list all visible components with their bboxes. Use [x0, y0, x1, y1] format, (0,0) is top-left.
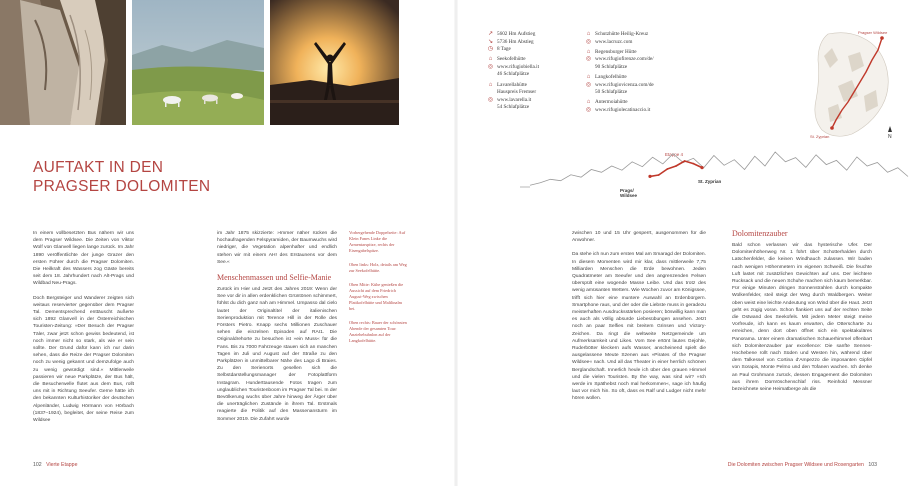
text-column-4	[732, 227, 872, 393]
north-arrow-icon	[888, 126, 892, 132]
hut1-name: Seekofelhütte	[497, 56, 526, 63]
hut-icon: ⌂	[586, 31, 591, 37]
route-line	[650, 161, 702, 176]
photo-cows-meadow	[132, 0, 264, 125]
caption-4: Oben rechts: Bauer der schönsten Abende der gesamten Tour: Anziehebuhnlon auf der Langkofelhütte.	[349, 320, 407, 343]
globe-icon: ◎	[585, 38, 592, 45]
end-label: St. Zyprian	[698, 179, 722, 184]
hut-icon: ⌂	[586, 73, 591, 80]
title-line-2: PRAGSER DOLOMITEN	[33, 178, 211, 195]
globe-icon: ◎	[585, 56, 592, 63]
page-number-right: 103	[868, 462, 877, 468]
route-point	[700, 166, 703, 169]
hut-icon: ⌂	[488, 81, 493, 88]
map-label-top: Pragser Wildsee	[858, 30, 888, 35]
running-head-right: Die Dolomiten zwischen Pragser Wildsee und Rosengarten	[727, 462, 864, 468]
hut5-beds: 50 Schlafplätze	[595, 89, 628, 96]
hut3-name: Schutzhütte Heilig-Kreuz	[595, 31, 649, 37]
descent-text: 5736 Hm Abstieg	[497, 38, 534, 45]
route-point	[658, 174, 660, 176]
col2-paragraph-1: im Jahr 1875 skizzierte: »Immer näher rücken die hochaufragenden Felspyramiden, der Baumwuchs wird niedriger, die Vegetation alpenhafter und endlich stehen wir mit einem AH! des Erstaunens vor dem See.«	[217, 231, 337, 265]
ascent-text: 5602 Hm Aufstieg	[497, 31, 536, 37]
globe-icon: ◎	[585, 81, 592, 88]
ascent-arrow-icon: ↗	[487, 31, 494, 37]
globe-icon: ◎	[487, 63, 494, 70]
col2-paragraph-2: Zurück im Hier und Jetzt des Jahres 2019: Wenn der See vor dir in allen erdenklichen Grüntönen schimmert, fühlst du dich ganz nah am Himmel. Umpasso dal cielo lautet der Originaltitel der italienischen Serienproduktion mit Terence Hill in der Rolle des Försters Pietro. Knapp sechs Millionen Zuschauer sehen die einzelnen Episoden auf RAI1. Die Originaldrehorte zu besuchen ist »ein Muss« für die Fans. Bis zu 7000 Fahrzeuge stauen sich an manchen Tagen im Juli und August auf der Straße zu den Parkplätzen in unmittelbarer Nähe des Lago di Braies. Zu den Serienorts gesellen sich die Selbstdarstellungsmanager der Fotoplattform Instagram. Hunderttausende Fotos tragen zum unglaublichen Touristenboom im Pragser Tal bei. In der Bevölkerung wuchs über Jahre hinweg der Ärger über die unerträglichen Zustände in ihrem Tal. Erstmals reagierte die Politik auf den Massenansturm im Sommer 2019. Die Zufahrt wurde	[217, 287, 337, 422]
north-label: N	[888, 134, 892, 140]
book-gutter	[454, 0, 458, 486]
stage-info-left	[487, 31, 572, 112]
hut4-web[interactable]: www.rifugiofirenze.com/de/	[595, 56, 654, 63]
route-map	[808, 26, 896, 144]
hut3-web[interactable]: www.lacruzc.com	[595, 38, 633, 45]
hut4-name: Regensburger Hütte	[595, 48, 637, 55]
elevation-profile-svg	[520, 150, 910, 210]
page-number-left: 102	[33, 462, 42, 468]
title-line-1: AUFTAKT IN DEN	[33, 159, 164, 176]
hut-icon: ⌂	[586, 99, 591, 106]
caption-3: Oben Mitte: Kühe genießen die Aussicht auf dem Friedrich August-Weg zwischen Plattkofelhütte und Maltlinalm bei.	[349, 282, 404, 311]
hut1-web[interactable]: www.rifugiobiella.it	[497, 63, 540, 70]
col4-subheading: Dolomitenzauber	[732, 229, 788, 238]
route-point	[684, 160, 686, 162]
route-point	[666, 168, 668, 170]
caption-2: Oben links: Holz, details am Weg zur Seekofelhütte.	[349, 262, 407, 273]
col4-paragraph-1: Bald schon verlassen wir das hysterische Ufer. Der Dolomitenhöhenweg Nr. 1 führt über Schotterhalden durch Latschenfelder, die keinen Windhauch zulassen. Wir baden nach wenigen Höhenmetern im eigenen Schweiß. Die feuchte Luft lastet mit zusätzlichen Gewichten auf uns. Der leichtere Rucksack und die neuen Schuhe machen sich kaum bemerkbar. Für einige Minuten dringen Sonnenstrahlen durch kompakte Wolkenfelder, steil steigt der Weg durch Waldbergen. Weiter oben weist eine leichte Andeutung von Wind über die Haut. Jetzt geht es zügig voran. Schon flankiert uns auf der rechten Seite die Ostwand des Seekofels. Mit jedem Meter steigt meine Vorfreude, ich kann es kaum erwarten, die Otterscharte zu erreichen, denn dort oben öffnet sich ein spektakuläres Panorama. Unter einem dramatischen Schauerhimmel offenbart sich Dolomitenzauber par excellence: Die sanfte Sennes-Hochebene rollt nach Süden und Westen hin, während über dem Talkessel von Cortina d'Ampezzo die imposanten Gipfel von Sorapis, Monte Pelmo und den Tofanen wachen. Ich denke an Paul Grohmann zurück, dessen Engagement die Dolomiten aus ihrem Dornröschenschlaf riss. Reinhold Messner bezeichnete seine Heimatberge als die	[732, 243, 872, 393]
photo-hiker-sunset	[270, 0, 399, 125]
photo-captions	[349, 230, 407, 352]
hut2-beds: 54 Schlafplätze	[497, 104, 530, 111]
hut2-name: Lavarellahütte	[497, 81, 527, 88]
col1-paragraph-1: In einem vollbesetzten Bus nähern wir uns dem Pragser Wildsee. Die Zeiten von Viktor Wolf von Glanvell liegen lange zurück. Im Jahr 1890 veröffentlichte der junge Grazer den ersten Führer durch die Pragser Dolomiten. Die Heilkraft des Wassers zog Gäste bereits seit dem 18. Jahrhundert nach Alt-Prags und Wildbad Neu-Prags.	[33, 231, 134, 287]
text-column-3	[572, 230, 706, 403]
start-label: Prags/ Wildsee	[620, 188, 637, 199]
page-title	[33, 158, 210, 196]
hut5-name: Langkofelhütte	[595, 73, 627, 80]
map-label-bottom: St. Zyprian	[810, 134, 830, 139]
hut2-sub: Hauspreis Fremser	[497, 89, 537, 96]
descent-arrow-icon: ↘	[487, 38, 494, 45]
clock-icon: ◷	[487, 46, 494, 53]
photo-driftwood	[0, 0, 126, 125]
col2-subheading: Menschenmassen und Selfie-Manie	[217, 273, 332, 283]
text-column-1	[33, 230, 134, 424]
hut6-name: Antermoiahütte	[595, 99, 628, 106]
hut6-web[interactable]: www.rifugiolecatinaccio.it	[595, 106, 651, 113]
text-column-2	[217, 230, 337, 423]
running-head-left: Vierte Etappe	[46, 462, 78, 468]
hut2-web[interactable]: www.lavarella.it	[497, 96, 532, 103]
folio-left	[33, 462, 77, 468]
hut4-beds: 90 Schlafplätze	[595, 63, 628, 70]
folio-right	[728, 462, 877, 468]
route-point	[692, 163, 694, 165]
hut1-beds: 46 Schlafplätze	[497, 71, 530, 78]
caption-1: Vorhergehende Doppelseite: Auf Klein Fanes Linke die Armentarspitze, rechts der Eisengabelspitze.	[349, 230, 406, 253]
elevation-profile	[520, 150, 910, 210]
etappe-label: Etappe 4	[665, 152, 684, 157]
hut-icon: ⌂	[488, 56, 493, 63]
hut5-web[interactable]: www.rifugiovicenza.com/de	[595, 81, 654, 88]
globe-icon: ◎	[487, 96, 494, 103]
route-point	[648, 175, 651, 178]
stage-info-right	[585, 31, 700, 114]
globe-icon: ◎	[585, 106, 592, 113]
route-point	[675, 165, 677, 167]
hut-icon: ⌂	[586, 48, 591, 55]
col1-paragraph-2: Doch Bergsteiger und Wanderer zeigten sich weitaus reservierter gegenüber dem Pragser Tal. Dementsprechend enttäuscht äußerte sich 1892 Glanvell in der Österreichischen Touristen-Zeitung: »Der Besuch der Pragser Täler, zwar jetzt schon gewiss bedeutend, ist noch immer nicht so stark, als wie er sein sollte. Der Grund dafür kann ich nur darin sehen, dass die Reize der Pragser Dolomiten noch zu wenig gekannt und demzufolge auch zu wenig gewürdigt sind.« Mittlerweile passieren wir neue Parkplätze, der Bus hält, die Besucherwelle flutet aus dem Bus, rollt uns mit in Richtung Seeufer. Gerne hätte ich den bekannten Kulturhistoriker der deutschen Alpenländer, Ludwig Hörmann von Hörbach (1837–1924), begleitet, der seine Reise zum Wildsee	[33, 295, 134, 424]
days-text: 8 Tage	[497, 46, 511, 53]
col3-paragraph-2: Da stehe ich nun zum ersten Mal am Smaragd der Dolomiten. In diesem Momenten wird mir klar, dass mittlerweile 7,75 Milliarden Menschen die Erde bewohnen. Jeden Quadratmeter am Seeufer und den angrenzenden Felsen überspült eine wogende Masse Leibe. Und das trotz des wenig amüsanten Wetters. Wie Wochen zuvor am Königssee, trifft sich hier eine muntere Auswahl an Erdenbürgern. Smartphone raus, und der oder die Liebste muss in geradezu meisterhaften Ausdrucksstärken posieren; böswillig kann man es auch als völlig absurde Liebesübungen ansehen. Jetzt noch an paar Selfies mit breitem Grinsen und Victory-Zeichen. Da ringt die weltweite Netzgemeinde um Aufmerksamkeit und Likes. Vom See ertönt lautes Gejohle, Ruderbötter kleckern aufs Wasser, anscheinend spielt die ausgelassene Meute Szenen aus »Pirates of the Pragser Wildsee« nach. Und all das Theater in einer herrlich schönen Berglandschaft. Innerlich heule ich über den grauen Himmel und die vielen Touristen. By the way, was sind wir? »Ich werde im Späthebst noch mal herkommen«, sage ich häufig laut vor mich hin. So oft, dass es Ralf und Ludger nicht mehr hören wollen.	[572, 252, 707, 402]
col3-paragraph-1: zwischen 10 und 15 Uhr gesperrt, ausgenommen für die Anwohner.	[572, 231, 706, 244]
